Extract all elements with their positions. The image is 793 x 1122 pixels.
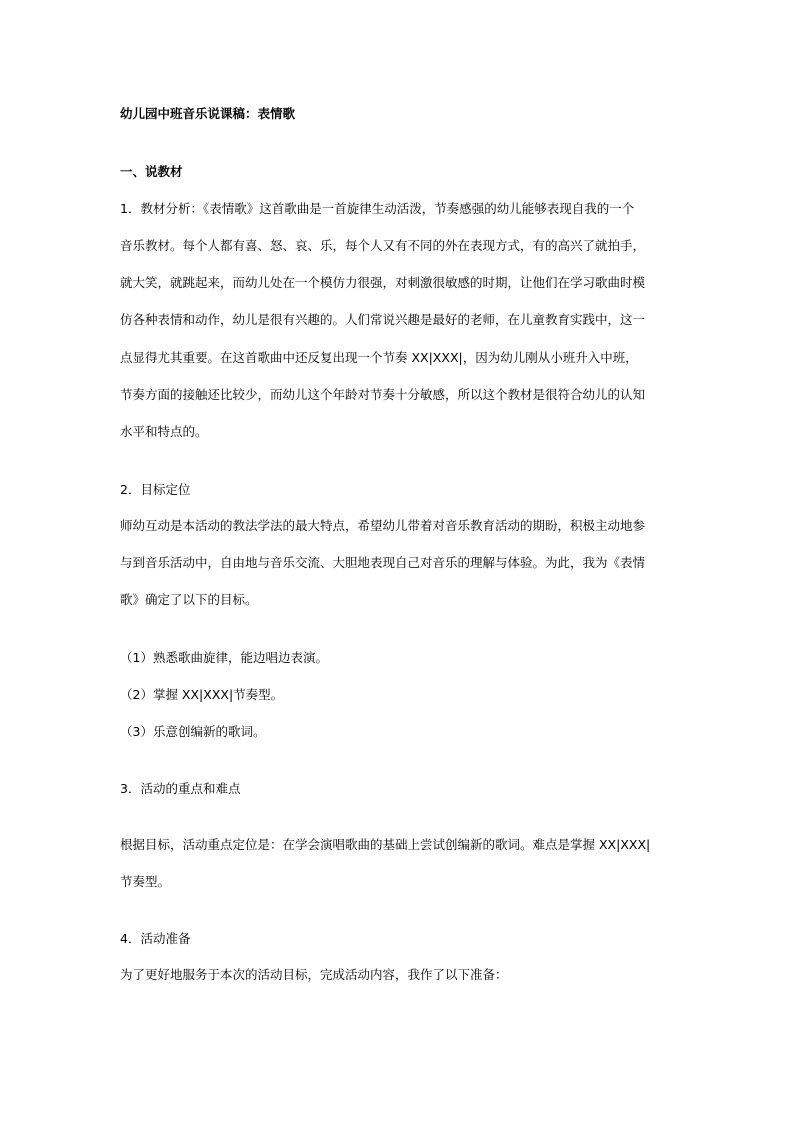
subsection-heading-focus: 3．活动的重点和难点 [120,781,241,796]
paragraph-line: 与到音乐活动中，自由地与音乐交流、大胆地表现自己对音乐的理解与体验。为此，我为《表情 [120,555,646,570]
paragraph-line: 1．教材分析：《表情歌》这首歌曲是一首旋律生动活泼，节奏感强的幼儿能够表现自我的一个 [120,201,635,216]
goal-item: （1）熟悉歌曲旋律，能边唱边表演。 [120,650,328,665]
paragraph-line: 为了更好地服务于本次的活动目标，完成活动内容，我作了以下准备： [120,967,508,982]
subsection-heading-goals: 2．目标定位 [120,482,191,497]
paragraph-line: 根据目标，活动重点定位是：在学会演唱歌曲的基础上尝试创编新的歌词。难点是掌握 XX|XXX| [120,837,651,852]
goal-item: （2）掌握 XX|XXX|节奏型。 [120,687,284,702]
document-title: 幼儿园中班音乐说课稿：表情歌 [120,106,296,121]
goal-item: （3）乐意创编新的歌词。 [120,724,266,739]
paragraph-line: 节奏方面的接触还比较少，而幼儿这个年龄对节奏十分敏感，所以这个教材是很符合幼儿的认知 [120,387,646,402]
section-heading-teaching-material: 一、说教材 [120,164,183,179]
paragraph-line: 节奏型。 [120,874,171,889]
paragraph-line: 就大笑，就跳起来，而幼儿处在一个模仿力很强，对刺激很敏感的时期，让他们在学习歌曲时模 [120,275,646,290]
paragraph-line: 仿各种表情和动作，幼儿是很有兴趣的。人们常说兴趣是最好的老师，在儿童教育实践中，这一 [120,312,646,327]
paragraph-line: 师幼互动是本活动的教法学法的最大特点，希望幼儿带着对音乐教育活动的期盼，积极主动地参 [120,518,646,533]
paragraph-line: 歌》确定了以下的目标。 [120,592,258,607]
paragraph-line: 音乐教材。每个人都有喜、怒、哀、乐，每个人又有不同的外在表现方式，有的高兴了就拍手， [120,238,646,253]
subsection-heading-preparation: 4．活动准备 [120,931,191,946]
paragraph-line: 点显得尤其重要。在这首歌曲中还反复出现一个节奏 XX|XXX|，因为幼儿刚从小班升入中班， [120,350,638,365]
paragraph-line: 水平和特点的。 [120,424,208,439]
